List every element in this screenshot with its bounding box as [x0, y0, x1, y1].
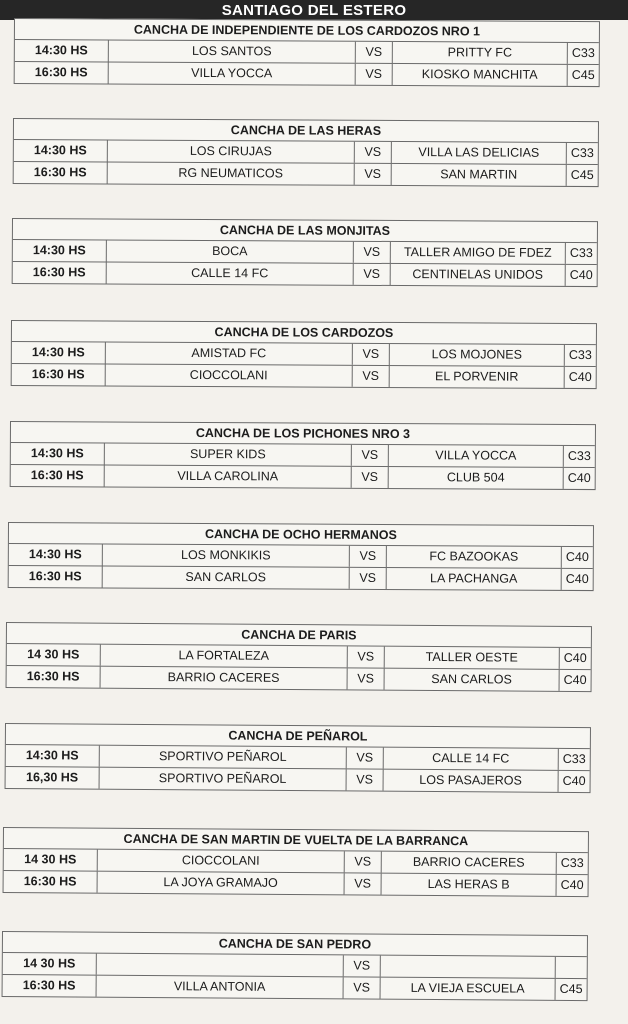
category: C40	[565, 265, 597, 286]
home-team: LA JOYA GRAMAJO	[97, 872, 344, 895]
match-time: 14 30 HS	[24, 852, 77, 867]
match-time: 14:30 HS	[30, 446, 84, 461]
venue-table	[3, 827, 589, 897]
venue-table	[12, 218, 598, 287]
match-time: 16:30 HS	[30, 468, 84, 483]
home-team: VILLA YOCCA	[108, 62, 355, 84]
category: C40	[563, 468, 595, 489]
category: C33	[563, 446, 595, 467]
versus-label: VS	[355, 64, 392, 85]
away-team: KIOSKO MANCHITA	[392, 64, 567, 86]
versus-label: VS	[347, 646, 384, 667]
away-team: LA VIEJA ESCUELA	[380, 978, 555, 1000]
match-time: 16:30 HS	[34, 65, 88, 80]
venue-title: CANCHA DE LAS HERAS	[14, 119, 598, 143]
home-team: RG NEUMATICOS	[107, 162, 354, 184]
match-time: 16:30 HS	[31, 367, 85, 382]
category	[555, 957, 587, 978]
match-time: 16:30 HS	[28, 569, 82, 584]
versus-label: VS	[354, 164, 391, 185]
versus-label: VS	[347, 668, 384, 689]
away-team: VILLA LAS DELICIAS	[391, 142, 566, 164]
versus-label: VS	[353, 242, 390, 263]
versus-label: VS	[346, 769, 383, 790]
match-row	[12, 342, 596, 366]
home-team	[96, 954, 343, 977]
venue-title: CANCHA DE SAN PEDRO	[3, 932, 587, 957]
home-team: LOS SANTOS	[108, 40, 355, 62]
venue-title: CANCHA DE LOS PICHONES NRO 3	[11, 422, 595, 446]
venue-table	[8, 522, 594, 591]
home-team: VILLA ANTONIA	[96, 976, 343, 999]
match-row	[14, 161, 598, 186]
versus-label: VS	[352, 344, 389, 365]
venue-table	[11, 320, 597, 389]
venue-title: CANCHA DE PEÑAROL	[6, 724, 590, 749]
match-row	[12, 363, 596, 388]
match-row	[9, 565, 593, 590]
match-time: 14:30 HS	[34, 43, 88, 58]
match-time: 16:30 HS	[22, 978, 76, 993]
match-time: 14 30 HS	[27, 647, 80, 662]
home-team: CALLE 14 FC	[106, 262, 353, 284]
away-team: SAN MARTIN	[391, 164, 566, 186]
match-row	[9, 544, 593, 568]
home-team: SPORTIVO PEÑAROL	[99, 768, 346, 791]
venue-table	[2, 931, 588, 1001]
category: C33	[566, 143, 598, 164]
match-time: 16:30 HS	[32, 265, 86, 280]
match-row	[3, 974, 587, 1000]
home-team: VILLA CAROLINA	[104, 465, 351, 487]
category: C45	[567, 65, 599, 86]
versus-label: VS	[343, 977, 380, 998]
match-time: 16:30 HS	[23, 874, 77, 889]
venue-title: CANCHA DE INDEPENDIENTE DE LOS CARDOZOS NRO 1	[15, 19, 599, 43]
away-team: TALLER OESTE	[384, 647, 559, 669]
match-row	[15, 40, 599, 64]
versus-label: VS	[344, 873, 381, 894]
versus-label: VS	[349, 546, 386, 567]
venue-table	[6, 622, 592, 692]
home-team: LA FORTALEZA	[100, 645, 347, 668]
category: C40	[561, 547, 593, 568]
versus-label: VS	[349, 568, 386, 589]
away-team: PRITTY FC	[392, 42, 567, 64]
page-title-banner	[0, 0, 628, 20]
away-team: EL PORVENIR	[389, 366, 564, 388]
versus-label: VS	[351, 467, 388, 488]
category: C33	[567, 43, 599, 64]
away-team: LAS HERAS B	[381, 874, 556, 896]
versus-label: VS	[353, 264, 390, 285]
home-team: SPORTIVO PEÑAROL	[99, 746, 346, 769]
home-team: LOS CIRUJAS	[107, 140, 354, 162]
category: C33	[558, 749, 590, 770]
home-team: CIOCCOLANI	[105, 364, 352, 386]
home-team: BARRIO CACERES	[100, 667, 347, 690]
versus-label: VS	[343, 955, 380, 976]
match-time: 14:30 HS	[33, 143, 87, 158]
home-team: LOS MONKIKIS	[102, 544, 349, 566]
home-team: SUPER KIDS	[104, 443, 351, 465]
match-time: 16:30 HS	[26, 669, 80, 684]
home-team: CIOCCOLANI	[97, 850, 344, 873]
category: C33	[556, 853, 588, 874]
venue-title: CANCHA DE PARIS	[7, 623, 591, 648]
category: C40	[559, 670, 591, 691]
away-team: VILLA YOCCA	[388, 445, 563, 467]
match-row	[6, 745, 590, 770]
match-row	[13, 261, 597, 286]
match-time: 16:30 HS	[33, 165, 87, 180]
versus-label: VS	[344, 851, 381, 872]
away-team: TALLER AMIGO DE FDEZ	[390, 242, 565, 264]
venue-table	[14, 18, 600, 87]
versus-label: VS	[351, 445, 388, 466]
away-team: LA PACHANGA	[386, 568, 561, 590]
match-time: 16,30 HS	[26, 770, 79, 785]
match-row	[11, 443, 595, 467]
match-time: 14:30 HS	[25, 748, 79, 763]
match-time: 14:30 HS	[32, 243, 86, 258]
match-row	[7, 665, 591, 691]
category: C45	[566, 165, 598, 186]
venue-title: CANCHA DE LOS CARDOZOS	[12, 321, 596, 345]
away-team: LOS MOJONES	[389, 344, 564, 366]
venue-title: CANCHA DE SAN MARTIN DE VUELTA DE LA BARRANCA	[4, 828, 588, 853]
page-title: SANTIAGO DEL ESTERO	[221, 2, 407, 19]
category: C40	[559, 648, 591, 669]
match-row	[6, 766, 590, 792]
home-team: BOCA	[106, 240, 353, 262]
away-team: CALLE 14 FC	[383, 748, 558, 770]
match-row	[7, 644, 591, 669]
match-row	[4, 849, 588, 874]
home-team: SAN CARLOS	[102, 566, 349, 588]
match-row	[13, 240, 597, 264]
match-row	[15, 61, 599, 86]
versus-label: VS	[354, 142, 391, 163]
category: C33	[565, 243, 597, 264]
match-row	[11, 464, 595, 489]
match-row	[4, 870, 588, 896]
venue-title: CANCHA DE LAS MONJITAS	[13, 219, 597, 243]
venue-title: CANCHA DE OCHO HERMANOS	[9, 523, 593, 547]
venue-table	[13, 118, 599, 187]
away-team: LOS PASAJEROS	[383, 770, 558, 792]
category: C45	[555, 979, 587, 1000]
venue-table	[5, 723, 591, 793]
category: C33	[564, 345, 596, 366]
away-team: BARRIO CACERES	[381, 852, 556, 874]
category: C40	[564, 367, 596, 388]
category: C40	[558, 771, 590, 792]
away-team: CENTINELAS UNIDOS	[390, 264, 565, 286]
away-team: CLUB 504	[388, 467, 563, 489]
match-row	[3, 953, 587, 978]
away-team	[380, 956, 555, 978]
versus-label: VS	[346, 747, 383, 768]
category: C40	[561, 569, 593, 590]
match-time: 14:30 HS	[28, 547, 82, 562]
home-team: AMISTAD FC	[105, 342, 352, 364]
versus-label: VS	[355, 42, 392, 63]
away-team: SAN CARLOS	[384, 669, 559, 691]
match-time: 14:30 HS	[31, 345, 85, 360]
venue-table	[10, 421, 596, 490]
match-row	[14, 140, 598, 164]
versus-label: VS	[352, 366, 389, 387]
away-team: FC BAZOOKAS	[386, 546, 561, 568]
match-time: 14 30 HS	[23, 956, 76, 971]
category: C40	[556, 875, 588, 896]
